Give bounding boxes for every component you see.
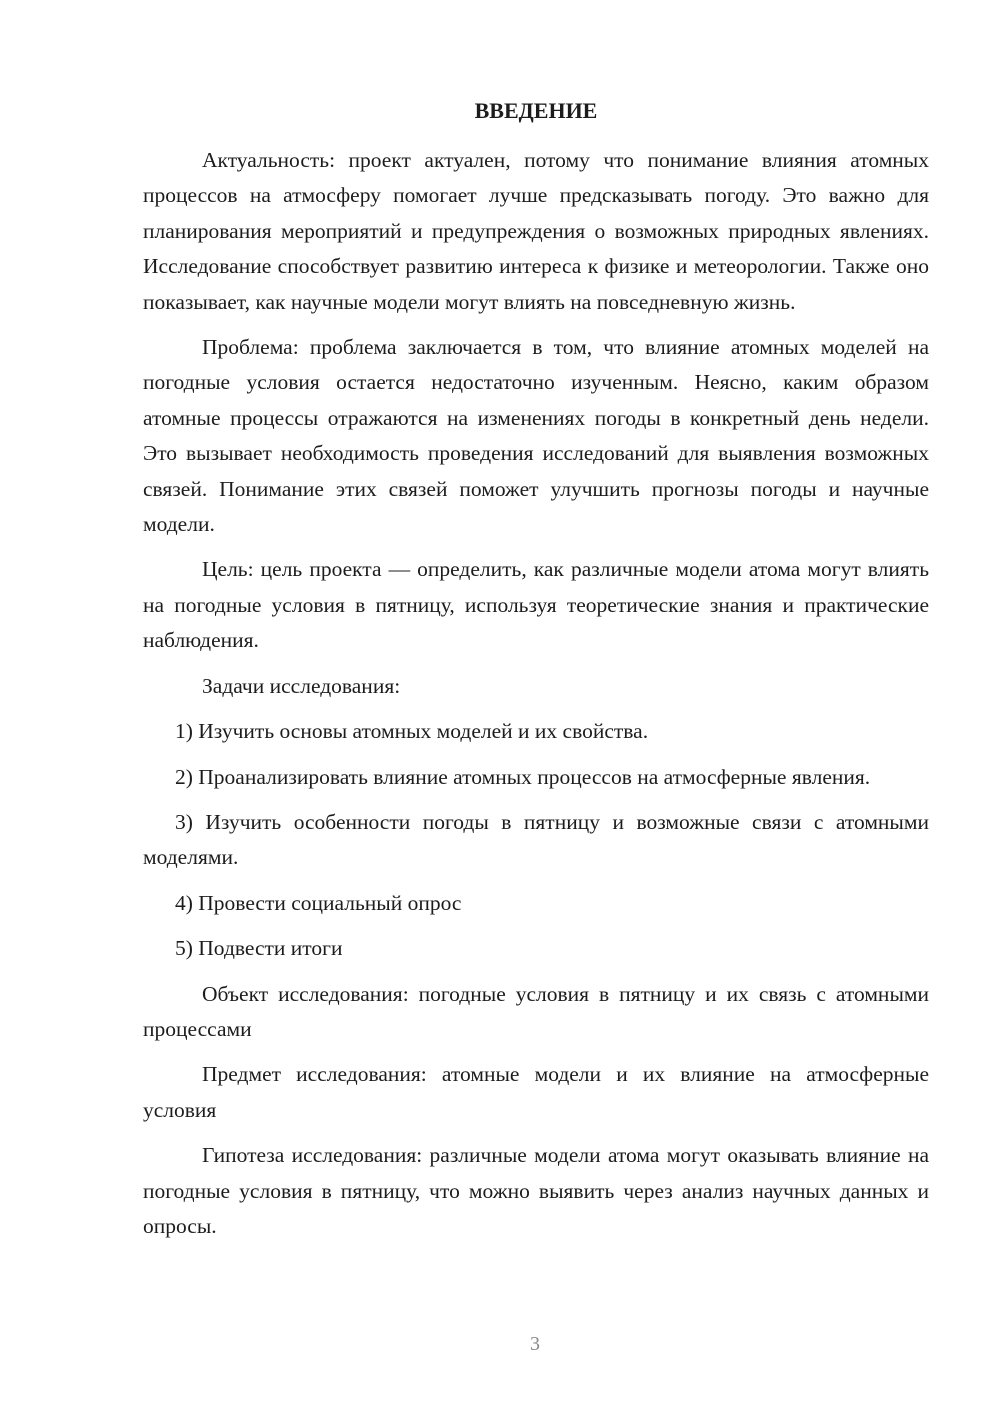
paragraph-relevance: Актуальность: проект актуален, потому что понимание влияния атомных процессов на атмосферу помогает лучше предсказывать погоду. Это важно для планирования мероприятий и предупреждения о возможных природных явлениях. Исследование способствует развитию интереса к физике и метеорологии. Также оно показывает, как научные модели могут влиять на повседневную жизнь. — [143, 148, 929, 314]
task-item-2: 2) Проанализировать влияние атомных процессов на атмосферные явления. — [175, 764, 871, 789]
task-item-5: 5) Подвести итоги — [175, 936, 343, 961]
paragraph-object: Объект исследования: погодные условия в пятницу и их связь с атомными процессами — [143, 981, 929, 1041]
paragraph-goal: Цель: цель проекта — определить, как различные модели атома могут влиять на погодные условия в пятницу, используя теоретические знания и практические наблюдения. — [143, 557, 929, 653]
page-heading: ВВЕДЕНИЕ — [474, 98, 598, 123]
document-body — [143, 143, 929, 1254]
paragraph-hypothesis: Гипотеза исследования: различные модели атома могут оказывать влияние на погодные условия в пятницу, что можно выявить через анализ научных данных и опросы. — [143, 1143, 929, 1238]
task-item-4: 4) Провести социальный опрос — [175, 890, 462, 915]
page-number: 3 — [530, 1333, 540, 1355]
task-item-1: 1) Изучить основы атомных моделей и их свойства. — [175, 719, 649, 744]
paragraph-tasks-heading: Задачи исследования: — [202, 673, 401, 698]
task-item-3: 3) Изучить особенности погоды в пятницу и возможные связи с атомными моделями. — [143, 809, 929, 870]
paragraph-problem: Проблема: проблема заключается в том, что влияние атомных моделей на погодные условия остается недостаточно изученным. Неясно, каким образом атомные процессы отражаются на изменениях погоды в конкретный день недели. Это вызывает необходимость проведения исследований для выявления возможных связей. Понимание этих связей поможет улучшить прогнозы погоды и научные модели. — [143, 335, 929, 537]
paragraph-subject: Предмет исследования: атомные модели и их влияние на атмосферные условия — [143, 1062, 929, 1122]
